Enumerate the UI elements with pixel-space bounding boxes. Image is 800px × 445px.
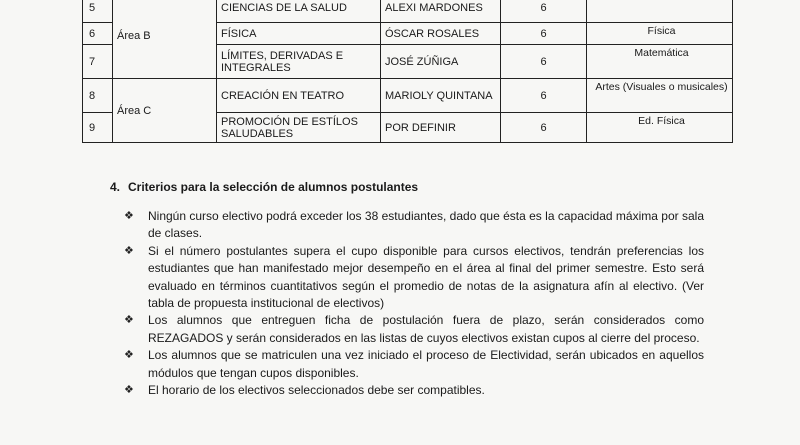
course-name: LÍMITES, DERIVADAS E INTEGRALES xyxy=(217,45,381,79)
area-cell: Área C xyxy=(113,79,217,143)
list-item xyxy=(124,208,704,243)
row-number: 5 xyxy=(83,0,113,23)
subject-cell: Matemática xyxy=(587,45,733,79)
row-number: 7 xyxy=(83,45,113,79)
diamond-bullet-icon: ❖ xyxy=(124,244,134,257)
diamond-bullet-icon: ❖ xyxy=(124,384,134,397)
teacher-name: ALEXI MARDONES xyxy=(381,0,501,23)
bullet-text: Si el número postulantes supera el cupo disponible para cursos electivos, tendrán preferencias los estudiantes que han manifestado mejor desempeño en el área al final del primer semestre. Esto será evaluado en términos cuantitativos según el promedio de notas de la asignatura afín al electivo. (Ver tabla de propuesta institucional de electivos) xyxy=(148,243,704,311)
diamond-bullet-icon: ❖ xyxy=(124,210,134,222)
area-cell: Área B xyxy=(113,0,217,79)
subject-cell: Artes (Visuales o musicales) xyxy=(587,79,733,113)
diamond-bullet-icon: ❖ xyxy=(124,349,134,362)
course-name: PROMOCIÓN DE ESTÍLOS SALUDABLES xyxy=(217,113,381,143)
course-name: FÍSICA xyxy=(217,23,381,45)
table-row xyxy=(83,79,733,113)
section-title: Criterios para la selección de alumnos postulantes xyxy=(128,180,419,194)
row-number: 8 xyxy=(83,79,113,113)
electives-table xyxy=(82,0,733,143)
bullet-text: Los alumnos que se matriculen una vez iniciado el proceso de Electividad, serán ubicados en aquellos módulos que tengan cupos disponibles. xyxy=(148,348,704,380)
bullet-text: Ningún curso electivo podrá exceder los 38 estudiantes, dado que ésta es la capacidad máxima por sala de clases. xyxy=(148,209,704,241)
list-item xyxy=(124,243,704,313)
table-row xyxy=(83,0,733,23)
subject-cell: Física xyxy=(587,23,733,45)
diamond-bullet-icon: ❖ xyxy=(124,314,134,327)
section-number: 4. xyxy=(110,180,121,194)
list-item xyxy=(124,382,704,399)
teacher-name: MARIOLY QUINTANA xyxy=(381,79,501,113)
list-item xyxy=(124,312,704,347)
row-number: 9 xyxy=(83,113,113,143)
section-heading xyxy=(110,180,418,194)
subject-cell: Ed. Física xyxy=(587,113,733,143)
hours-cell: 6 xyxy=(501,23,587,45)
bullet-text: El horario de los electivos seleccionados debe ser compatibles. xyxy=(148,383,485,398)
hours-cell: 6 xyxy=(501,113,587,143)
teacher-name: ÓSCAR ROSALES xyxy=(381,23,501,45)
course-name: CIENCIAS DE LA SALUD xyxy=(217,0,381,23)
course-name: CREACIÓN EN TEATRO xyxy=(217,79,381,113)
bullet-text: Los alumnos que entreguen ficha de postulación fuera de plazo, serán considerados como REZAGADOS y serán considerados en las listas de cuyos electivos existan cupos al cierre del proceso. xyxy=(148,313,704,345)
hours-cell: 6 xyxy=(501,0,587,23)
subject-cell xyxy=(587,0,733,23)
teacher-name: POR DEFINIR xyxy=(381,113,501,143)
row-number: 6 xyxy=(83,23,113,45)
teacher-name: JOSÉ ZÚÑIGA xyxy=(381,45,501,79)
hours-cell: 6 xyxy=(501,79,587,113)
criteria-list xyxy=(124,208,704,399)
hours-cell: 6 xyxy=(501,45,587,79)
list-item xyxy=(124,347,704,382)
